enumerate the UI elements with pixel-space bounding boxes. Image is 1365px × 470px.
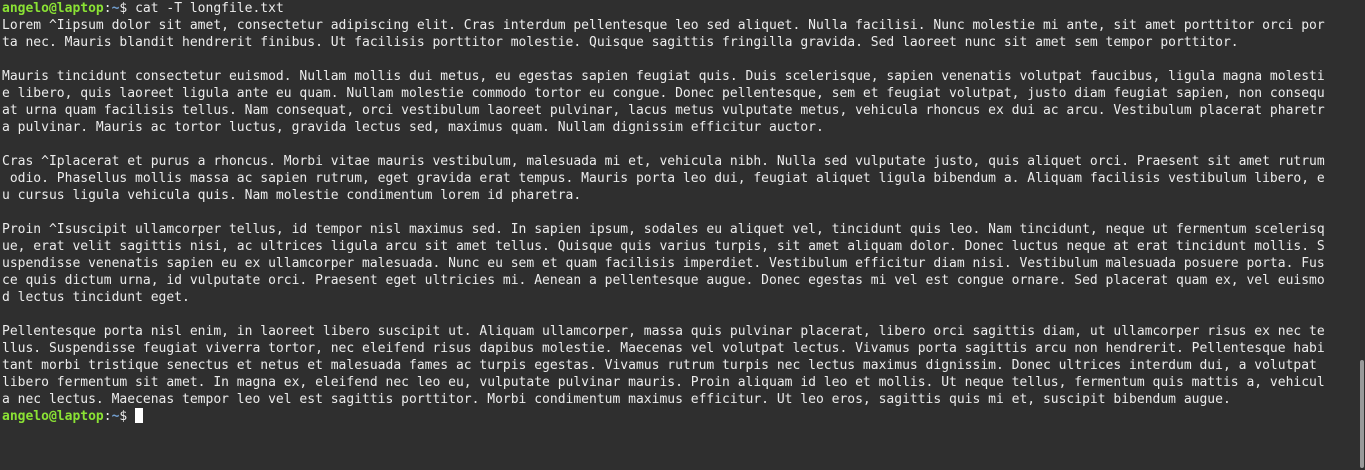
output-line: llus. Suspendisse feugiat viverra tortor, nec eleifend risus dapibus molestie. Maecenas vel volutpat lectus. Vivamus porta sagittis arcu non hendrerit. Pellentesque habi — [2, 341, 1325, 356]
prompt-user: angelo@laptop — [2, 1, 104, 16]
output-line: ta nec. Mauris blandit hendrerit finibus. Ut facilisis porttitor molestie. Quisque sagittis fringilla gravida. Sed laoreet nunc sit amet sem tempor porttitor. — [2, 35, 1239, 50]
scrollbar[interactable] — [1359, 0, 1365, 470]
output-line — [2, 204, 1357, 221]
prompt-path: ~ — [111, 409, 120, 424]
terminal-content — [2, 0, 1357, 425]
output-line: Pellentesque porta nisl enim, in laoreet libero suscipit ut. Aliquam ullamcorper, massa quis pulvinar placerat, libero orci sagittis diam, ut ullamcorper risus ex nec te — [2, 324, 1325, 339]
output-line — [2, 306, 1357, 323]
scrollbar-thumb[interactable] — [1360, 360, 1364, 468]
output-line: Proin ^Isuscipit ullamcorper tellus, id tempor nisl maximus sed. In sapien ipsum, sodales eu aliquet vel, tincidunt quis leo. Nam tincidunt, neque ut fermentum scelerisq — [2, 222, 1325, 237]
output-line: Cras ^Iplacerat et purus a rhoncus. Morbi vitae mauris vestibulum, malesuada mi et, vehicula nibh. Nulla sed vulputate justo, quis aliquet orci. Praesent sit amet rutrum — [2, 154, 1325, 169]
output-line: libero fermentum sit amet. In magna ex, eleifend nec leo eu, vulputate pulvinar mauris. Proin aliquam id leo et mollis. Ut neque tellus, fermentum quis mattis a, vehicul — [2, 375, 1325, 390]
command-output — [2, 17, 1357, 408]
output-line — [2, 51, 1357, 68]
prompt-symbol: $ — [119, 1, 136, 16]
text-cursor — [135, 408, 143, 423]
output-line: Mauris tincidunt consectetur euismod. Nullam mollis dui metus, eu egestas sapien feugiat quis. Duis scelerisque, sapien venenatis volutpat faucibus, ligula magna molesti — [2, 69, 1325, 84]
output-line: tant morbi tristique senectus et netus et malesuada fames ac turpis egestas. Vivamus rutrum turpis nec lectus maximus dignissim. Donec ultrices interdum dui, a volutpat — [2, 358, 1325, 373]
output-line — [2, 136, 1357, 153]
command-line — [2, 0, 1357, 17]
output-line: ce quis dictum urna, id vulputate orci. Praesent eget ultricies mi. Aenean a pellentesque augue. Donec egestas mi vel est congue ornare. Sed placerat quam ex, vel euismo — [2, 273, 1325, 288]
command-text: cat -T longfile.txt — [135, 1, 284, 16]
output-line: ue, erat velit sagittis nisi, ac ultrices ligula arcu sit amet tellus. Quisque quis varius turpis, sit amet aliquam dolor. Donec luctus neque at erat tincidunt mollis. S — [2, 239, 1325, 254]
prompt-separator: : — [103, 409, 112, 424]
prompt-symbol: $ — [119, 409, 136, 424]
output-line: Lorem ^Iipsum dolor sit amet, consectetur adipiscing elit. Cras interdum pellentesque leo sed aliquet. Nulla facilisi. Nunc molestie mi ante, sit amet porttitor orci por — [2, 18, 1325, 33]
output-line: a pulvinar. Mauris ac tortor luctus, gravida lectus sed, maximus quam. Nullam dignissim efficitur auctor. — [2, 120, 824, 135]
prompt-user: angelo@laptop — [2, 409, 104, 424]
output-line: at urna quam facilisis tellus. Nam consequat, orci vestibulum laoreet pulvinar, lacus metus vulputate metus, vehicula rhoncus ex dui ac arcu. Vestibulum placerat pharetr — [2, 103, 1325, 118]
output-line: odio. Phasellus mollis massa ac sapien rutrum, eget gravida erat tempus. Mauris porta leo dui, feugiat aliquet ligula bibendum a. Aliquam facilisis vestibulum libero, e — [2, 171, 1325, 186]
output-line: uspendisse venenatis sapien eu ex ullamcorper malesuada. Nunc eu sem et quam facilisis imperdiet. Vestibulum efficitur diam nisi. Vestibulum malesuada posuere porta. Fus — [2, 256, 1325, 271]
output-line: a nec lectus. Maecenas tempor leo vel est sagittis porttitor. Morbi condimentum maximus efficitur. Ut leo eros, sagittis quis mi et, suscipit bibendum augue. — [2, 392, 1231, 407]
output-line: u cursus ligula vehicula quis. Nam molestie condimentum lorem id pharetra. — [2, 188, 582, 203]
prompt-separator: : — [103, 1, 112, 16]
output-line: e libero, quis laoreet ligula ante eu quam. Nullam molestie commodo tortor eu congue. Donec pellentesque, sem et feugiat volutpat, justo diam feugiat sapien, non consequ — [2, 86, 1325, 101]
output-line: d lectus tincidunt eget. — [2, 290, 190, 305]
active-prompt-line[interactable] — [2, 408, 1357, 425]
prompt-path: ~ — [111, 1, 120, 16]
